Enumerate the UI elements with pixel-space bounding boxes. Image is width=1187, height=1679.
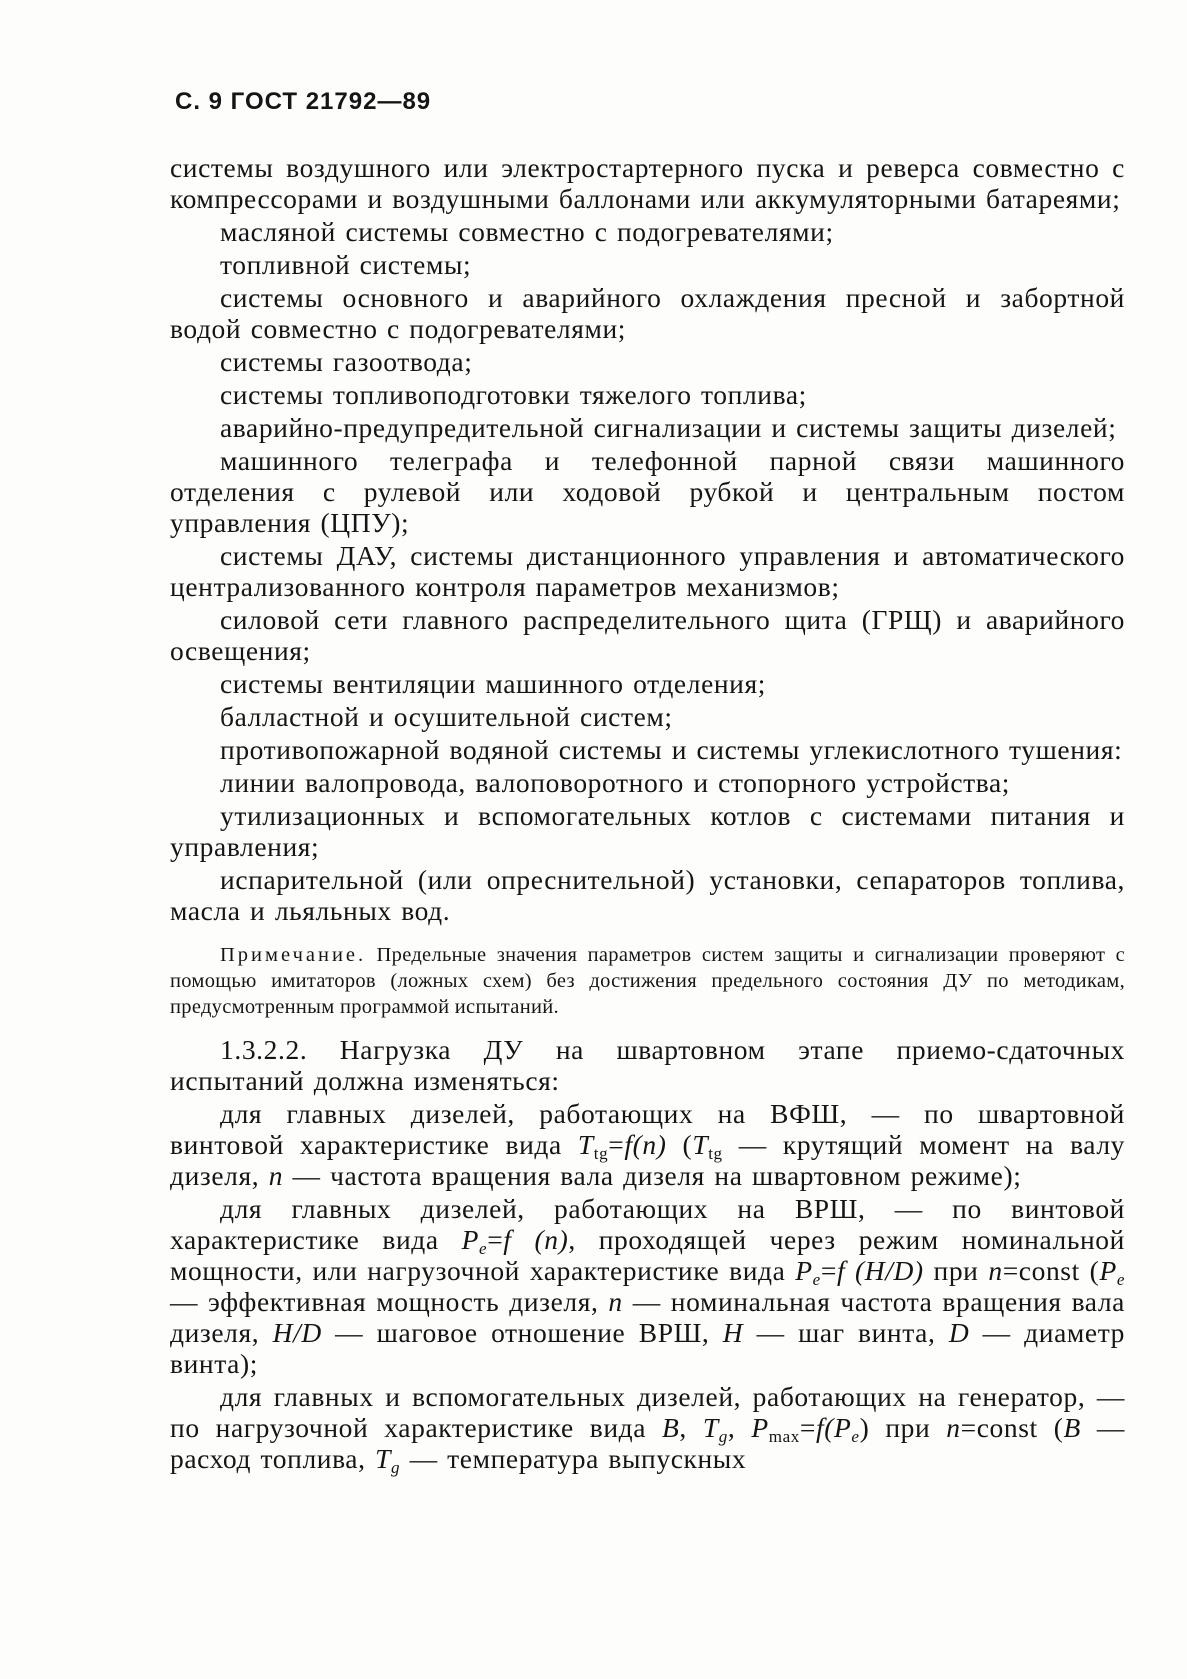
list-item: балластной и осушительной систем; [220,701,673,732]
text-run: = [608,1129,625,1160]
formula-subscript: tg [593,1144,609,1164]
formula-symbol: n [608,1286,623,1317]
text-run: для главных дизелей, работающих на ВФШ, — по швартовной винтовой характеристике вида [170,1098,1125,1160]
formula-symbol: T [702,1412,719,1443]
text-run: — крутящий момент на валу дизеля, [170,1129,1126,1191]
text-run: — номинальная частота вращения вала дизеля, [170,1286,1125,1348]
list-item: силовой сети главного распределительного щита (ГРЩ) и аварийного освещения; [170,604,1125,666]
text-run: =const ( [960,1412,1064,1443]
section-paragraph-1: 1.3.2.2. Нагрузка ДУ на швартовном этапе приемо-сдаточных испытаний должна изменяться: [170,1034,1125,1096]
formula-subscript: g [718,1427,728,1447]
page-header: С. 9 ГОСТ 21792—89 [175,88,432,115]
text-run: =const ( [1002,1255,1100,1286]
list-item: испарительной (или опреснительной) установки, сепараторов топлива, масла и льяльных вод. [170,864,1125,926]
note-label: Примечание. [220,944,367,966]
text-run: = [487,1224,504,1255]
formula-function: f (H/D) [836,1255,924,1286]
section-paragraph-2 [170,1098,1125,1191]
text-run: при [869,1412,947,1443]
list-item: аварийно-предупредительной сигнализации и системы защиты дизелей; [220,412,1117,443]
formula-subscript: max [768,1427,800,1447]
formula-function: f(P [816,1412,852,1443]
formula-symbol: P [795,1255,813,1286]
formula-symbol: T [692,1129,709,1160]
list-item: утилизационных и вспомогательных котлов с системами питания и управления; [170,800,1125,862]
formula-symbol: H/D [272,1317,322,1348]
formula-symbol: P [461,1224,480,1255]
formula-subscript: e [1116,1270,1126,1290]
document-body [170,152,1125,1476]
formula-function: f(n) [624,1129,667,1160]
text-run: , [727,1412,752,1443]
text-run: — температура выпускных [400,1443,747,1474]
text-run: для главных и вспомогательных дизелей, работающих на генератор, — по нагрузочной характеристике вида [170,1381,1125,1443]
text-run: — шаг винта, [743,1317,949,1348]
list-item: масляной системы совместно с подогревателями; [220,216,834,247]
note-paragraph [170,942,1125,1020]
section-paragraph-3 [170,1193,1125,1379]
text-run: = [820,1255,837,1286]
text-run: , [679,1412,703,1443]
text-run: — диаметр винта); [170,1317,1125,1379]
list-item: системы основного и аварийного охлаждения пресной и забортной водой совместно с подогревателями; [170,282,1125,344]
text-run: , проходящей через режим номинальной мощности, или нагрузочной характеристике вида [170,1224,1125,1286]
list-item: машинного телеграфа и телефонной парной связи машинного отделения с рулевой или ходовой рубкой и центральным постом управления (ЦПУ); [170,445,1125,538]
list-item: системы топливоподготовки тяжелого топлива; [220,379,807,410]
formula-symbol: H [722,1317,744,1348]
list-item: системы воздушного или электростартерного пуска и реверса совместно с компрессорами и воздушными баллонами или аккумуляторными батареями; [170,152,1125,214]
formula-symbol: B [1063,1412,1081,1443]
list-item: системы ДАУ, системы дистанционного управления и автоматического централизованного контроля параметров механизмов; [170,540,1125,602]
text-run: — шаговое отношение ВРШ, [321,1317,723,1348]
text-run: для главных дизелей, работающих на ВРШ, — по винтовой характеристике вида [170,1193,1125,1255]
list-item: системы вентиляции машинного отделения; [220,668,766,699]
formula-symbol: n [946,1412,961,1443]
text-run: = [799,1412,816,1443]
text-run: — расход топлива, [170,1412,1126,1474]
formula-symbol: P [751,1412,769,1443]
list-item: системы газоотвода; [220,346,473,377]
note-text: Предельные значения параметров систем защиты и сигнализации проверяют с помощью имитаторов (ложных схем) без достижения предельного состояния ДУ по методикам, предусмотренным программой испытаний. [170,944,1125,1018]
text-run: — эффективная мощность дизеля, [170,1286,609,1317]
formula-symbol: n [988,1255,1003,1286]
list-item: противопожарной водяной системы и системы углекислотного тушения: [220,734,1123,765]
section-paragraph-4 [170,1381,1126,1478]
text-run: ( [666,1129,693,1160]
formula-subscript: g [390,1458,401,1478]
formula-symbol: T [577,1129,594,1160]
formula-symbol: D [948,1317,970,1348]
formula-symbol: T [375,1443,391,1474]
formula-symbol: B [662,1412,680,1443]
list-item: топливной системы; [220,249,472,280]
formula-subscript: e [479,1239,488,1259]
text-run: при [923,1255,989,1286]
formula-subscript: e [812,1270,821,1290]
formula-subscript: tg [708,1144,723,1164]
list-item: линии валопровода, валоповоротного и стопорного устройства; [220,767,1011,798]
formula-symbol: P [1099,1255,1117,1286]
formula-subscript: e [851,1427,860,1447]
text-run: ) [859,1412,870,1443]
formula-symbol: n [268,1160,284,1191]
text-run: — частота вращения вала дизеля на швартовном режиме); [283,1160,1022,1191]
formula-function: f (n) [503,1224,569,1255]
